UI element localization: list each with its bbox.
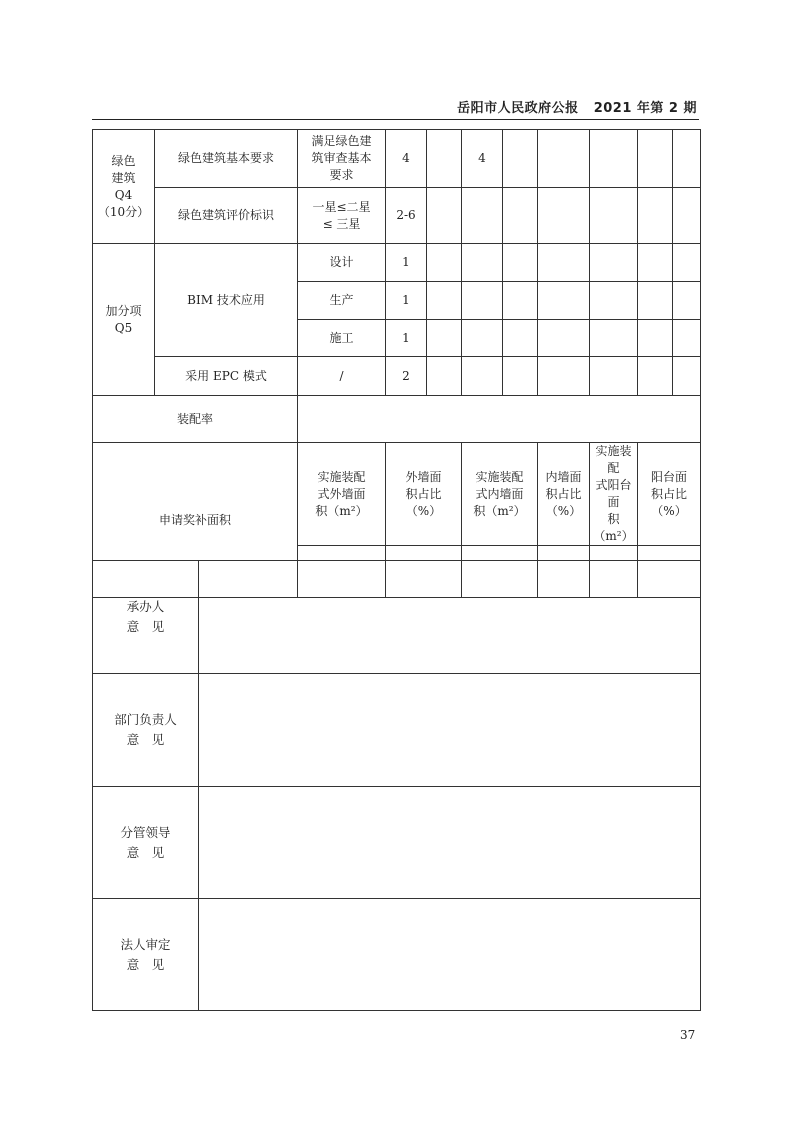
subsidy-area-label: 申请奖补面积 <box>93 443 298 598</box>
opinion-field-legal-rep <box>199 899 701 1011</box>
green-rating-score: 2-6 <box>386 188 427 244</box>
blank-cell <box>638 282 673 320</box>
table-row <box>93 357 701 396</box>
blank-cell <box>462 320 503 357</box>
green-basic-item: 绿色建筑基本要求 <box>155 130 298 188</box>
blank-cell <box>503 244 538 282</box>
issue-number: 2021 年第 2 期 <box>593 101 697 116</box>
scoring-table <box>92 129 701 598</box>
blank-cell <box>427 320 462 357</box>
green-rating-criterion: 一星≤二星 ≤ 三星 <box>298 188 386 244</box>
opinion-label-line1: 承办人 <box>126 599 165 614</box>
blank-cell <box>590 282 638 320</box>
publication-title: 岳阳市人民政府公报 <box>457 101 579 116</box>
blank-cell <box>673 244 701 282</box>
table-row <box>93 396 701 443</box>
blank-cell <box>427 188 462 244</box>
blank-cell <box>538 320 590 357</box>
blank-cell <box>538 130 590 188</box>
blank-cell <box>673 282 701 320</box>
blank-cell <box>503 357 538 396</box>
blank-cell <box>673 130 701 188</box>
subsidy-header-ext-wall: 实施装配 式外墙面 积（m²） <box>298 443 386 546</box>
opinion-label-line1: 分管领导 <box>120 824 171 840</box>
blank-cell <box>427 244 462 282</box>
assembly-rate-value <box>298 396 701 443</box>
table-row <box>93 188 701 244</box>
opinion-label-line2: 意 见 <box>126 956 165 972</box>
subsidy-header-balcony: 实施装配 式阳台面 积（m²） <box>590 443 638 546</box>
blank-cell <box>538 188 590 244</box>
green-basic-score: 4 <box>386 130 427 188</box>
bim-construction-score: 1 <box>386 320 427 357</box>
opinion-label-line1: 法人审定 <box>120 936 171 952</box>
blank-cell <box>590 188 638 244</box>
subsidy-header-balcony-ratio: 阳台面 积占比 （%） <box>638 443 701 546</box>
blank-cell <box>538 357 590 396</box>
opinion-label-line1: 部门负责人 <box>114 712 177 727</box>
blank-cell <box>638 320 673 357</box>
assembly-rate-label: 装配率 <box>93 396 298 443</box>
opinion-row <box>93 561 701 674</box>
page-header <box>457 97 697 116</box>
opinion-row <box>93 899 701 1011</box>
blank-cell <box>462 244 503 282</box>
green-basic-criterion: 满足绿色建 筑审查基本 要求 <box>298 130 386 188</box>
epc-criterion: / <box>298 357 386 396</box>
blank-cell <box>673 188 701 244</box>
epc-score: 2 <box>386 357 427 396</box>
opinion-label-line2: 意 见 <box>126 732 165 747</box>
opinion-label-line2: 意 见 <box>126 619 165 634</box>
blank-cell <box>638 244 673 282</box>
opinion-field-leader <box>199 787 701 899</box>
table-row <box>93 443 701 546</box>
opinion-field-handler <box>199 561 701 674</box>
epc-item: 采用 EPC 模式 <box>155 357 298 396</box>
opinion-label-line2: 意 见 <box>126 844 165 860</box>
blank-cell <box>590 320 638 357</box>
blank-cell <box>673 357 701 396</box>
blank-cell <box>590 244 638 282</box>
bim-item: BIM 技术应用 <box>155 244 298 357</box>
bim-design-score: 1 <box>386 244 427 282</box>
blank-cell <box>427 130 462 188</box>
opinion-label-legal-rep <box>93 899 199 1011</box>
opinion-label-leader <box>93 787 199 899</box>
opinion-field-dept-head <box>199 674 701 787</box>
blank-cell <box>638 130 673 188</box>
table-row <box>93 244 701 282</box>
blank-cell <box>427 282 462 320</box>
blank-cell <box>503 188 538 244</box>
blank-cell <box>462 188 503 244</box>
blank-cell <box>673 320 701 357</box>
blank-cell <box>538 244 590 282</box>
bim-production: 生产 <box>298 282 386 320</box>
blank-cell <box>590 357 638 396</box>
blank-cell <box>503 320 538 357</box>
bonus-category: 加分项 Q5 <box>93 244 155 396</box>
blank-cell <box>462 282 503 320</box>
blank-cell <box>538 282 590 320</box>
green-building-category: 绿色 建筑 Q4 （10分） <box>93 130 155 244</box>
green-rating-item: 绿色建筑评价标识 <box>155 188 298 244</box>
opinions-table <box>92 560 701 1011</box>
table-row <box>93 130 701 188</box>
page-number: 37 <box>680 1028 696 1042</box>
bim-production-score: 1 <box>386 282 427 320</box>
opinion-label-handler <box>93 561 199 674</box>
blank-cell <box>503 282 538 320</box>
blank-cell <box>427 357 462 396</box>
header-rule <box>92 119 699 120</box>
bim-design: 设计 <box>298 244 386 282</box>
bim-construction: 施工 <box>298 320 386 357</box>
blank-cell <box>462 357 503 396</box>
opinion-label-dept-head <box>93 674 199 787</box>
opinion-row <box>93 674 701 787</box>
opinion-row <box>93 787 701 899</box>
blank-cell <box>638 357 673 396</box>
blank-cell <box>590 130 638 188</box>
subsidy-header-int-wall: 实施装配 式内墙面 积（m²） <box>462 443 538 546</box>
blank-cell <box>638 188 673 244</box>
subsidy-header-int-wall-ratio: 内墙面 积占比 （%） <box>538 443 590 546</box>
subsidy-header-ext-wall-ratio: 外墙面 积占比 （%） <box>386 443 462 546</box>
green-basic-value: 4 <box>462 130 503 188</box>
blank-cell <box>503 130 538 188</box>
